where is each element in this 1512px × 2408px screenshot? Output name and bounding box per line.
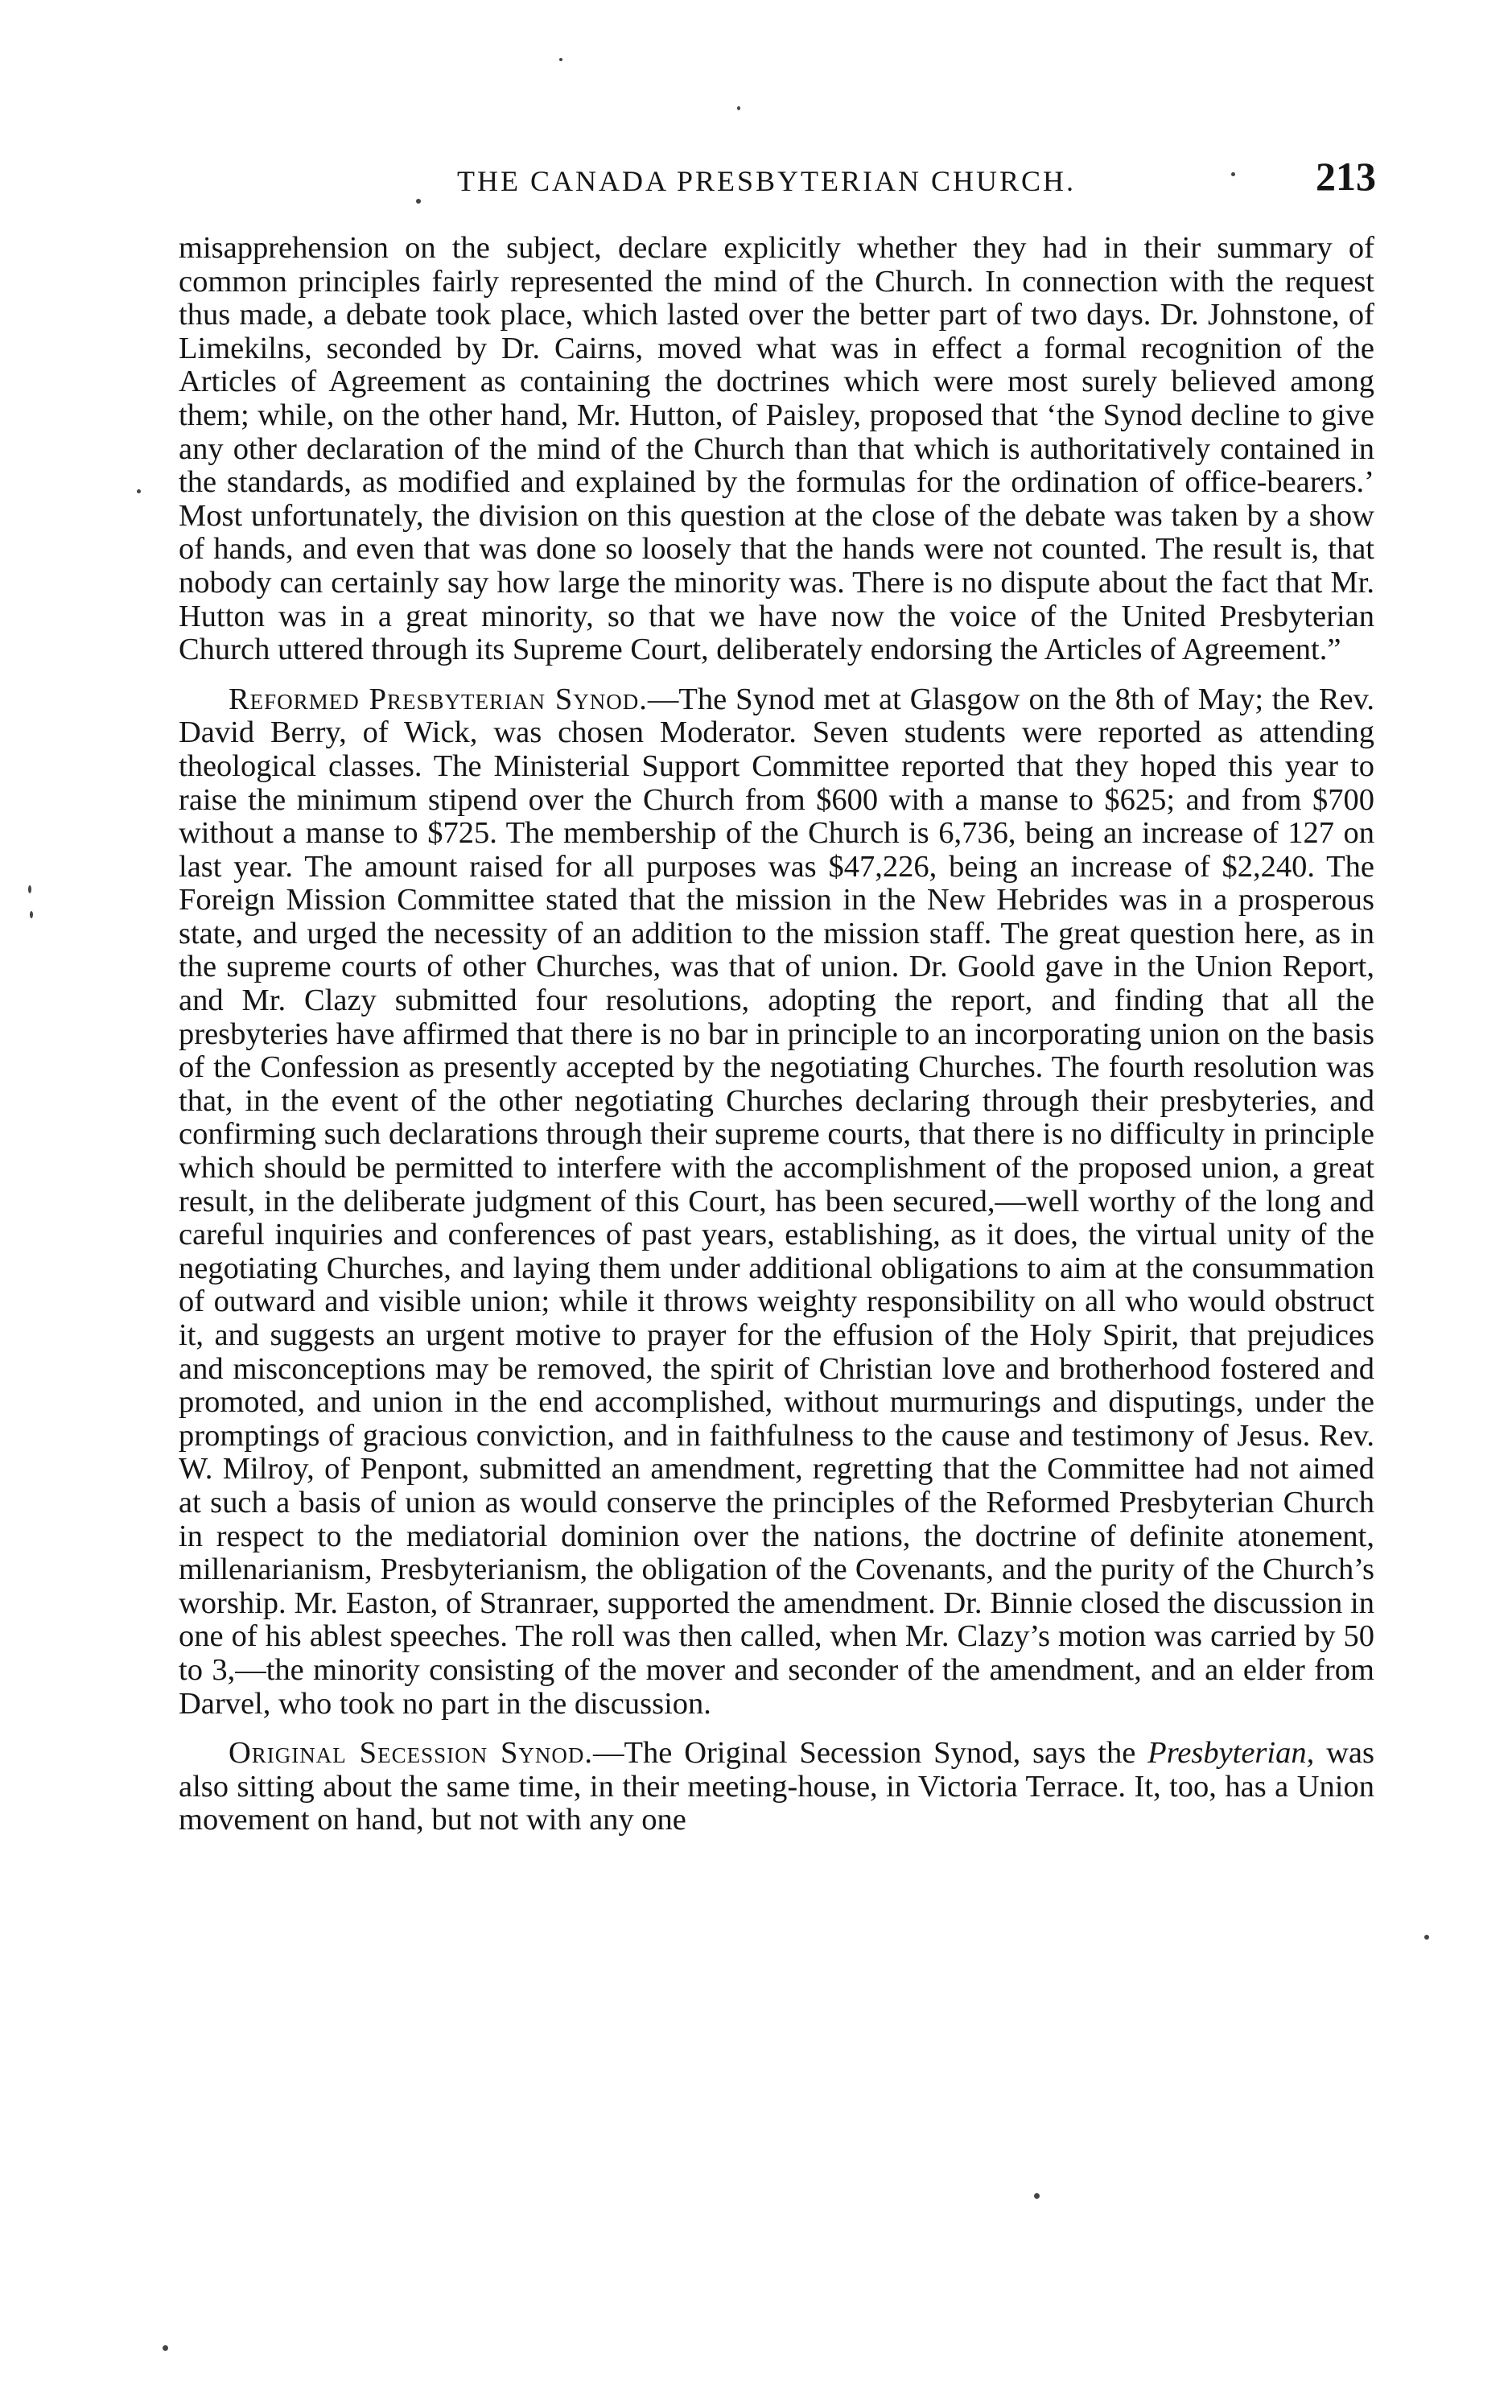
paragraph-text: —The Original Secession Synod, says the (593, 1736, 1148, 1771)
page-header (177, 153, 1376, 201)
scan-speck (1231, 172, 1235, 176)
running-head: THE CANADA PRESBYTERIAN CHURCH. (457, 165, 1077, 197)
scan-speck (28, 885, 31, 893)
section-heading: Reformed Presbyterian Synod. (229, 682, 648, 716)
scan-speck (163, 2345, 168, 2351)
paragraph-original-secession-synod (179, 1737, 1374, 1837)
scan-speck (559, 58, 562, 61)
scan-speck (30, 911, 33, 918)
scan-speck (1034, 2193, 1040, 2199)
scan-speck (737, 106, 740, 110)
scan-speck (1424, 1935, 1429, 1940)
body-text (179, 232, 1374, 1837)
section-heading: Original Secession Synod. (229, 1736, 594, 1771)
paragraph-reformed-presbyterian-synod (179, 683, 1374, 1721)
publication-title: Presbyterian, (1147, 1736, 1315, 1771)
scan-speck (416, 199, 421, 204)
paragraph-text: was also sitting about the same time, in their meeting-house, in Victoria Terrace. It, too, has a Union movement on hand, but not with any one (179, 1736, 1375, 1837)
paragraph-continuation (179, 232, 1374, 667)
paragraph-text: —The Synod met at Glasgow on the 8th of May; the Rev. David Berry, of Wick, was chosen Moderator. Seven students were reported as attending theological classes. The Ministerial Support Committee reported that they hoped this year to raise the minimum stipend over the Church from $600 with a manse to $625; and from $700 without a manse to $725. The membership of the Church is 6,736, being an increase of 127 on last year. The amount raised for all purposes was $47,226, being an increase of $2,240. The Foreign Mission Committee stated that the mission in the New Hebrides was in a prosperous state, and urged the necessity of an addition to the mission staff. The great question here, as in the supreme courts of other Churches, was that of union. Dr. Goold gave in the Union Report, and Mr. Clazy submitted four resolutions, adopting the report, and finding that all the presbyteries have affirmed that there is no bar in principle to an incorporating union on the basis of the Confession as presently accepted by the negotiating Churches. The fourth resolution was that, in the event of the other negotiating Churches declaring through their presbyteries, and confirming such declarations through their supreme courts, that there is no difficulty in principle which should be permitted to interfere with the accomplishment of the proposed union, a great result, in the deliberate judgment of this Court, has been secured,—well worthy of the long and careful inquiries and conferences of past years, establishing, as it does, the virtual unity of the negotiating Churches, and laying them under additional obligations to aim at the consummation of outward and visible union; while it throws weighty responsibility on all who would obstruct it, and suggests an urgent motive to prayer for the effusion of the Holy Spirit, that prejudices and misconceptions may be removed, the spirit of Christian love and brotherhood fostered and promoted, and union in the end accomplished, without murmurings and disputings, under the promptings of gracious conviction, and in faithfulness to the cause and testimony of Jesus. Rev. W. Milroy, of Penpont, submitted an amendment, regretting that the Committee had not aimed at such a basis of union as would conserve the principles of the Reformed Presbyterian Church in respect to the mediatorial dominion over the nations, the doctrine of definite atonement, millenarianism, Presbyterianism, the obligation of the Covenants, and the purity of the Church’s worship. Mr. Easton, of Stranraer, supported the amendment. Dr. Binnie closed the discussion in one of his ablest speeches. The roll was then called, when Mr. Clazy’s motion was carried by 50 to 3,—the minority consisting of the mover and seconder of the amendment, and an elder from Darvel, who took no part in the discussion. (179, 682, 1374, 1721)
paragraph-text: misapprehension on the subject, declare explicitly whether they had in their summary of common principles fairly represented the mind of the Church. In connection with the request thus made, a debate took place, which lasted over the better part of two days. Dr. Johnstone, of Limekilns, seconded by Dr. Cairns, moved what was in effect a formal recognition of the Articles of Agreement as containing the doctrines which were most surely believed among them; while, on the other hand, Mr. Hutton, of Paisley, proposed that ‘the Synod decline to give any other declaration of the mind of the Church than that which is authoritatively contained in the standards, as modified and explained by the formulas for the ordination of office-bearers.’ Most unfortunately, the division on this question at the close of the debate was taken by a show of hands, and even that was done so loosely that the hands were not counted. The result is, that nobody can certainly say how large the minority was. There is no dispute about the fact that Mr. Hutton was in a great minority, so that we have now the voice of the United Presbyterian Church uttered through its Supreme Court, deliberately endorsing the Articles of Agreement.” (179, 231, 1374, 667)
scan-speck (137, 489, 141, 493)
page-number: 213 (1316, 154, 1376, 199)
